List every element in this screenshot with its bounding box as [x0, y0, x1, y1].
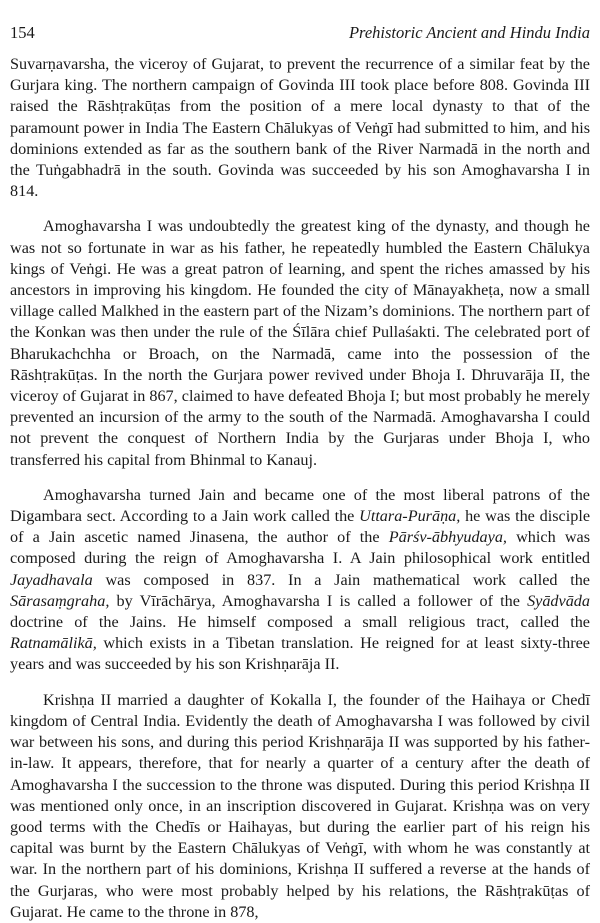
text-run: which exists in a Tibetan translation. He reigned for at least sixty-three years and was succeeded by his son Krishṇarāja II.: [10, 634, 590, 674]
running-head: [10, 22, 590, 44]
page-number: 154: [10, 23, 35, 42]
paragraph: [10, 690, 590, 923]
paragraph: [10, 485, 590, 676]
paragraph: [10, 54, 590, 202]
text-run: Suvarṇavarsha, the viceroy of Gujarat, to prevent the recurrence of a similar feat by the Gurjara king. The northern campaign of Govinda III took place before 808. Govinda III raised the Rāshṭrakūṭas from the position of a mere local dynasty to that of the paramount power in India The Eastern Chālukyas of Veṅgī had submitted to him, and his dominions extended as far as the southern bank of the River Narmadā in the north and the Tuṅgabhadrā in the south. Govinda was succeeded by his son Amoghavarsha I in 814.: [10, 55, 590, 201]
italic-title: Syādvāda: [527, 591, 590, 610]
italic-title: Jayadhavala: [10, 570, 93, 589]
italic-title: Sārasaṃgraha,: [10, 591, 110, 610]
text-run: Krishṇa II married a daughter of Kokalla I, the founder of the Haihaya or Chedī kingdom of Central India. Evidently the death of Amoghavarsha I was followed by civil war between his sons, and during this period Krishṇarāja II was supported by his father-in-law. It appears, therefore, that for nearly a quarter of a century after the death of Amoghavarsha I the succession to the throne was disputed. During this period Krishṇa II was mentioned only once, in an inscription discovered in Gujarat. Krishṇa was on very good terms with the Chedīs or Haihayas, but during the earlier part of his reign his capital was burnt by the Eastern Chālukyas of Veṅgī, with whom he was constantly at war. In the northern part of his dominions, Krishṇa II suffered a reverse at the hands of the Gurjaras, who were most probably helped by his relations, the Rāshṭrakūṭas of Gujarat. He came to the throne in 878,: [10, 690, 590, 921]
text-run: doctrine of the Jains. He himself composed a small religious tract, called the: [10, 613, 590, 632]
text-run: which was composed during the reign of Amoghavarsha I. A Jain philosophical work entitled: [10, 528, 591, 568]
paragraph: [10, 216, 590, 470]
text-run: he was the disciple of a Jain ascetic named Jinasena, the author of the: [10, 507, 590, 547]
italic-title: Ratnamālikā,: [10, 634, 97, 653]
italic-title: Uttara-Purāṇa,: [359, 507, 461, 526]
text-run: by Vīrāchārya, Amoghavarsha I is called a follower of the: [109, 591, 528, 610]
italic-title: Pārśv-ābhyudaya,: [388, 528, 507, 547]
body-text: [10, 54, 590, 923]
text-run: Amoghavarsha I was undoubtedly the greatest king of the dynasty, and though he was not so fortunate in war as his father, he repeatedly humbled the Eastern Chālukya kings of Veṅgi. He was a great patron of learning, and spent the riches amassed by his ancestors in improving his kingdom. He founded the city of Mānayakheṭa, now a small village called Malkhed in the eastern part of the Nizam’s dominions. The northern part of the Konkan was then under the rule of the Śīlāra chief Pullaśakti. The celebrated port of Bharukachchha or Broach, on the Narmadā, came into the possession of the Rāshṭrakūṭas. In the north the Gurjara power revived under Bhoja I. Dhruvarāja II, the viceroy of Gujarat in 867, claimed to have defeated Bhoja I; but most probably he merely prevented an incursion of the army to the south of the Narmadā. Amoghavarsha I could not prevent the conquest of Northern India by the Gurjaras under Bhoja I, who transferred his capital from Bhinmal to Kanauj.: [10, 217, 590, 469]
running-title: Prehistoric Ancient and Hindu India: [348, 23, 590, 42]
text-run: Amoghavarsha turned Jain and became one of the most liberal patrons of the Digambara sect. According to a Jain work called the: [10, 485, 590, 526]
text-run: was composed in 837. In a Jain mathematical work called the: [92, 570, 590, 589]
